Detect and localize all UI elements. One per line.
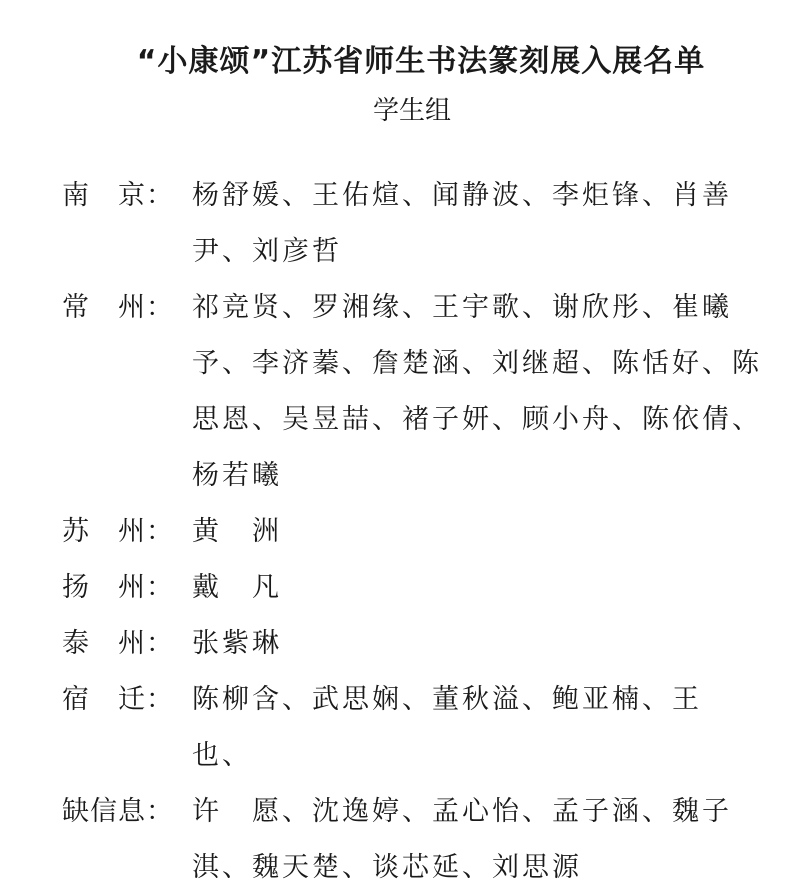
student-names: 许 愿、沈逸婷、孟心怡、孟子涵、魏子淇、魏天楚、谈芯延、刘思源 (192, 796, 732, 883)
region-label: 常 州： (62, 292, 174, 323)
name-list (62, 168, 802, 896)
student-names: 戴 凡 (192, 572, 282, 603)
list-item-suzhou (62, 504, 802, 560)
region-label: 缺信息： (62, 796, 174, 827)
student-names: 祁竞贤、罗湘缘、王宇歌、谢欣彤、崔曦予、李济蓁、詹楚涵、刘继超、陈恬好、陈思恩、吴昱喆、褚子妍、顾小舟、陈依倩、杨若曦 (192, 292, 762, 491)
student-names: 黄 洲 (192, 516, 282, 547)
student-names: 杨舒媛、王佑煊、闻静波、李炬锋、肖善尹、刘彦哲 (192, 180, 732, 267)
document-title: “小康颂”江苏省师生书法篆刻展入展名单 (136, 44, 706, 79)
list-item-suqian (62, 672, 802, 784)
list-item-taizhou (62, 616, 802, 672)
list-item-nanjing (62, 168, 802, 280)
region-label: 泰 州： (62, 628, 174, 659)
document-subtitle: 学生组 (372, 96, 451, 126)
student-names: 张紫琳 (192, 628, 282, 659)
region-label: 扬 州： (62, 572, 174, 603)
list-item-missing-info (62, 784, 802, 896)
list-item-yangzhou (62, 560, 802, 616)
region-label: 南 京： (62, 180, 174, 211)
list-item-changzhou (62, 280, 802, 504)
region-label: 苏 州： (62, 516, 174, 547)
region-label: 宿 迁： (62, 684, 174, 715)
student-names: 陈柳含、武思娴、董秋溢、鲍亚楠、王 也、 (192, 684, 732, 771)
